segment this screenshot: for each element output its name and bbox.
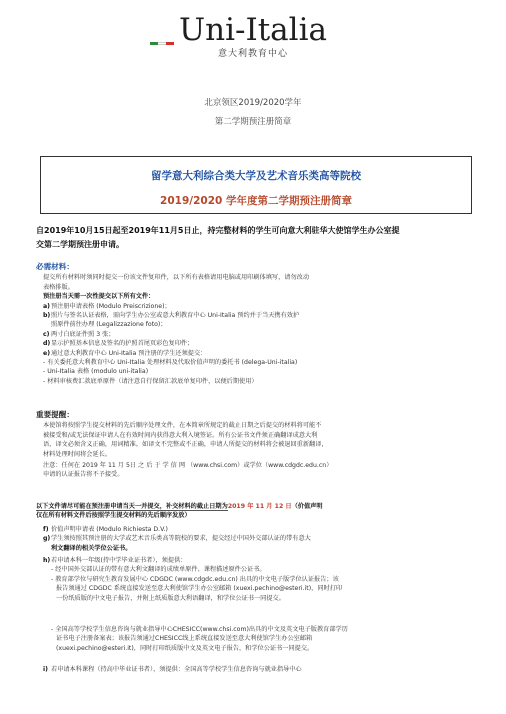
header-year: 北京领区2019/2020学年: [204, 98, 302, 108]
notice-line: 语，译文必须含义正确，用词精准。如译文不完整或不正确，申请人所提交的材料将会被退回重新翻译，: [43, 441, 328, 449]
later-subitem: - 经中国外交部认证的带有意大利文翻译的成绩单原件、课程描述原件公证书。: [51, 566, 266, 574]
item-label: g): [43, 535, 51, 543]
later-submission-section: [36, 502, 482, 675]
materials-subitem: - 材料审核费汇款底单原件（请注意自行保留汇款底单复印件，以便后期使用）: [43, 377, 258, 385]
intro-line-1: 自2019年10月15日起至2019年11月5日止，持完整材料的学生可向意大利驻华大使馆学生办公室提: [36, 226, 400, 235]
notice-line: 被接受和/或无法保证申请人在有效时间内获得意大利入境签证。所有公证书文件须正确翻译成意大利: [43, 431, 318, 439]
later-subitem: (xuexi.pechino@esteri.it)，同时打印纸质版中文及英文电子报告，和学位公证书一同提交。: [56, 644, 314, 652]
title-line-1: 留学意大利综合类大学及艺术音乐类高等院校: [151, 170, 361, 182]
uni-italia-logo: [0, 14, 506, 59]
materials-item: 通过意大利教育中心 Uni-Italia 预注册的学生还须提交：: [51, 349, 207, 357]
notice-line: 注意：任何在 2019 年 11 月 5日 之 后 于 学 信 网 （www.chsi.com）或学位（www.cdgdc.edu.cn）: [43, 462, 333, 470]
later-subitem: 报告须通过 CDGDC 系统直接发送至意大利使馆学生办公室邮箱 (xuexi.pechino@esteri.it)，同时打印: [56, 585, 343, 593]
materials-item: 照片与签名认证表格，需向学生办公室或意大利教育中心 Uni-Italia 预约并于当天携有效护: [51, 312, 300, 320]
materials-line: 表格排版。: [43, 283, 74, 291]
item-label: i): [43, 666, 48, 674]
notice-section: [36, 410, 482, 480]
later-item-cont: 利文翻译的相关学位公证书。: [51, 544, 132, 552]
later-item: 若申请本科一年级(持中学毕业证书者），须提供：: [51, 557, 187, 565]
header-subtitle: 第二学期预注册简章: [214, 117, 292, 127]
intro-paragraph: [36, 224, 476, 252]
materials-item: 两寸白底证件照 3 张；: [51, 330, 115, 338]
intro-line-2: 交第二学期预注册申请。: [36, 240, 124, 249]
materials-line: 照原件前往办理 (Legalizzazione foto)；: [51, 321, 167, 329]
later-item: 学生须按照其预注册的大学或艺术音乐类高等院校的要求，提交经过中国外交部认证的带有意大: [51, 535, 311, 543]
item-label: e): [43, 349, 51, 357]
italian-flag-icon: [150, 42, 174, 45]
item-label: f): [43, 525, 49, 533]
materials-subitem: - Uni-Italia 表格 (modulo uni-italia): [43, 368, 149, 376]
materials-item: 预注册申请表格 (Modulo Preiscrizione)；: [51, 302, 171, 310]
title-box: [40, 156, 472, 214]
deadline-date: 2019 年 11 月 12 日: [227, 503, 292, 510]
item-label: h): [43, 557, 51, 565]
materials-subheading: 预注册当天需一次性提交以下所有文件：: [43, 293, 155, 301]
materials-heading: 必需材料：: [36, 262, 74, 271]
item-label: a): [43, 302, 51, 310]
later-line-1: 以下文件请尽可能在预注册申请当天一并提交，补交材料的截止日期为: [36, 503, 228, 510]
materials-item: 显示护照基本信息及签名的护照首尾页彩色复印件；: [51, 340, 194, 348]
notice-line: 本使馆将按照学生提交材料的先后顺序处理文件，在本简章所规定的截止日期之后提交的材料将可能不: [43, 422, 322, 430]
later-line-2: 仅在所有材料文件后按照学生提交材料的先后顺序发放）: [36, 512, 191, 520]
materials-line: 提交所有材料时须同时提交一份该文件复印件，以下所有表格请用电脑或用印刷体填写，请勿改动: [43, 274, 310, 282]
later-line-1-end: （价值声明: [291, 503, 323, 510]
title-line-2: 2019/2020 学年度第二学期预注册简章: [160, 195, 352, 207]
notice-line: 申请的认证报告将不予接受。: [43, 471, 124, 479]
later-item: 若申请本科课程（持高中毕业证书者），须提供：全国高等学校学生信息咨询与就业指导中心: [51, 666, 302, 674]
logo-subtitle: 意大利教育中心: [217, 49, 288, 59]
notice-heading: 重要提醒：: [36, 410, 74, 419]
later-subitem: 证书电子注册备案表；该报告须通过CHESICC线上系统直接发送至意大利使馆学生办公室邮箱: [56, 635, 313, 643]
materials-section: [36, 262, 482, 386]
later-item: 价值声明申请表 (Modulo Richiesta D.V.): [51, 525, 168, 533]
notice-line: 材料处理时间将会延长。: [43, 450, 112, 458]
later-subitem: - 教育部学位与研究生教育发展中心 CDGDC (www.cdgdc.edu.cn) 出具的中文电子版学位认证报告；该: [51, 575, 339, 583]
later-subitem: 一份纸质版的中文电子报告，并附上纸质版意大利语翻译，和学位公证书一同提交。: [56, 594, 285, 602]
item-label: c): [43, 330, 50, 338]
materials-subitem: - 有关委托意大利教育中心 Uni-Italia 处理材料及代取价值声明的委托书 (delega-Uni-italia): [43, 359, 298, 367]
logo-wordmark: Uni-Italia: [179, 12, 327, 48]
item-label: d): [43, 340, 51, 348]
item-label: b): [43, 312, 51, 320]
later-subitem: - 全国高等学校学生信息咨询与就业指导中心CHESICC(www.chsi.com)出具的中文及英文电子版教育部学历: [51, 626, 348, 634]
